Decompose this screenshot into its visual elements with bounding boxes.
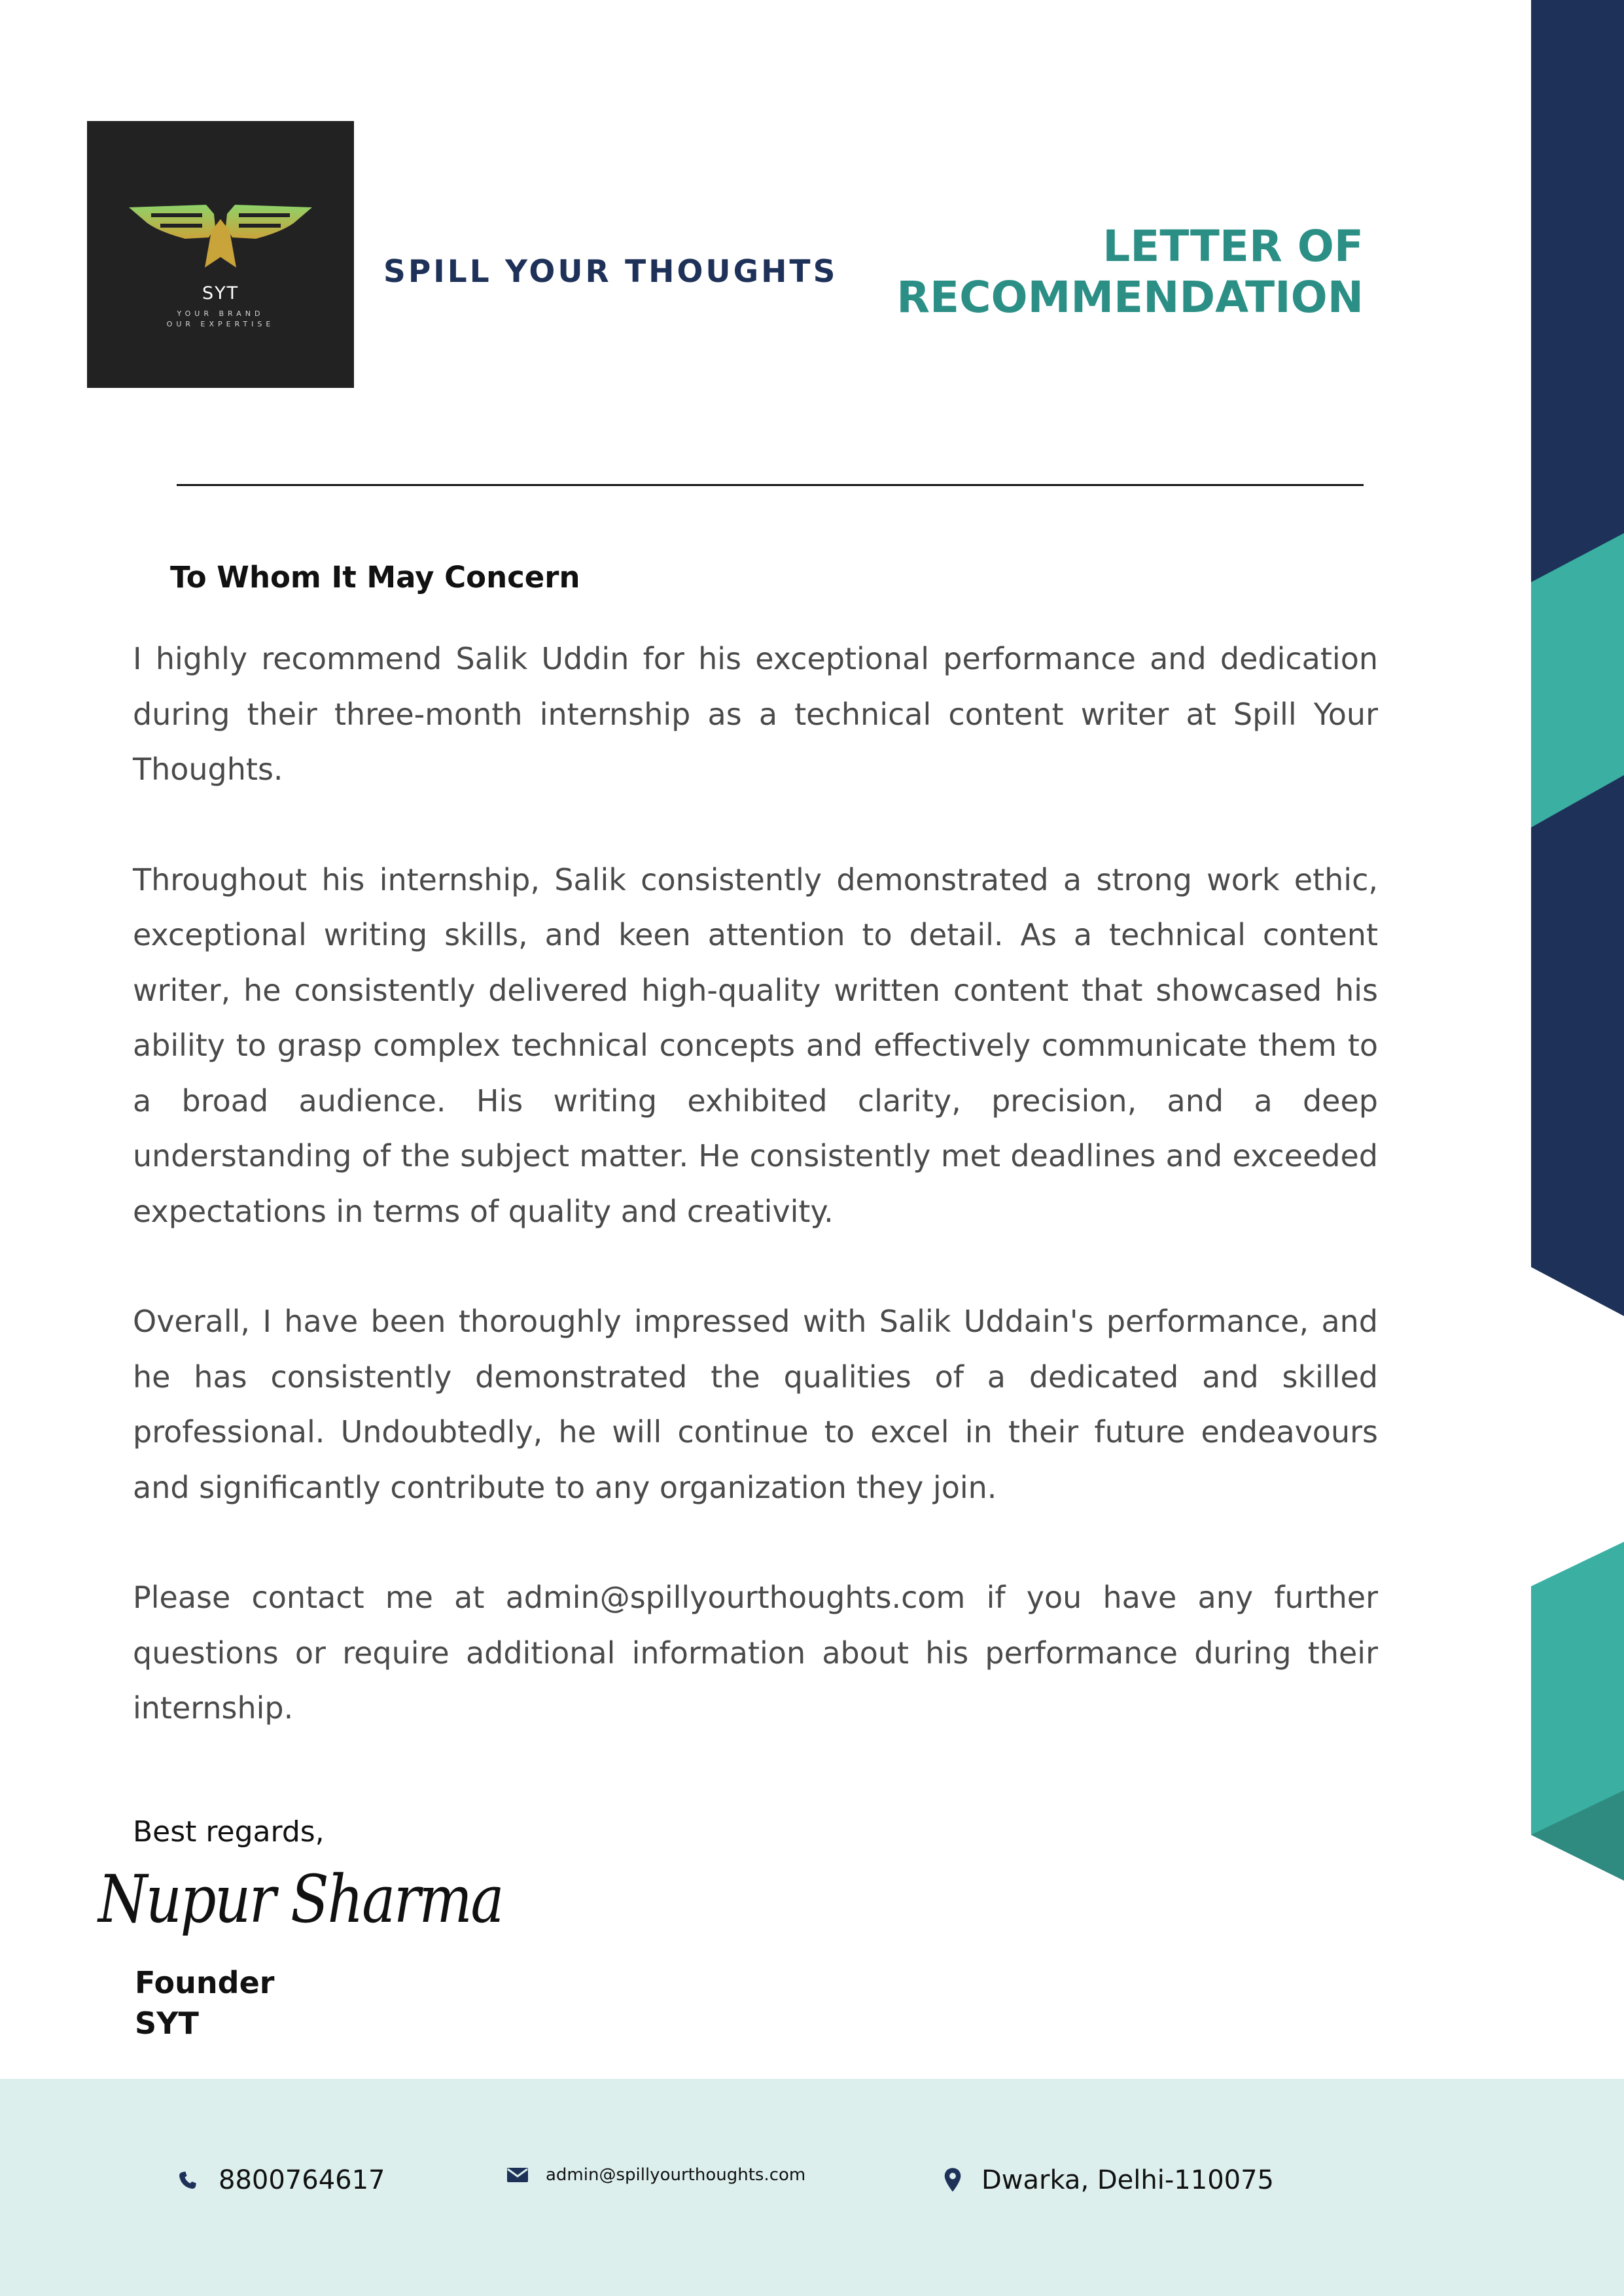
title-line: RECOMMENDATION <box>896 271 1364 322</box>
footer-address <box>944 2165 1274 2195</box>
teal-lower-shade <box>1531 1790 1624 1881</box>
mail-icon <box>506 2166 529 2183</box>
company-logo <box>87 121 354 388</box>
salutation: To Whom It May Concern <box>170 560 580 595</box>
body-paragraph: Throughout his internship, Salik consistently demonstrated a strong work ethic, exceptional writing skills, and keen attention to detail. As a technical content writer, he consistently delivered high-quality written content that showcased his ability to grasp complex technical concepts and effectively communicate them to a broad audience. His writing exhibited clarity, precision, and a deep understanding of the subject matter. He consistently met deadlines and exceeded expectations in terms of quality and creativity. <box>133 861 1378 1229</box>
signatory-role: Founder <box>135 1965 275 2000</box>
teal-lower-band <box>1531 1542 1624 1881</box>
body-paragraph: Overall, I have been thoroughly impressed with Salik Uddain's performance, and he has consistently demonstrated the qualities of a dedicated and skilled professional. Undoubtedly, he will continue to excel in their future endeavours and significantly contribute to any organization they join. <box>133 1304 1378 1505</box>
winged-emblem-icon <box>87 121 354 388</box>
address: Dwarka, Delhi-110075 <box>981 2165 1274 2195</box>
teal-upper-band <box>1531 533 1624 827</box>
phone-number: 8800764617 <box>219 2165 385 2195</box>
logo-code: SYT <box>202 283 239 304</box>
signatory-block <box>135 1962 274 2044</box>
logo-tagline: YOUR BRAND <box>177 309 264 318</box>
footer-email <box>506 2165 805 2185</box>
phone-icon <box>177 2167 199 2193</box>
signatory-company: SYT <box>135 2006 199 2041</box>
logo-tagline: OUR EXPERTISE <box>166 320 275 328</box>
location-pin-icon <box>944 2167 962 2193</box>
document-title <box>840 221 1364 323</box>
letter-body <box>133 631 1378 1791</box>
brand-name: SPILL YOUR THOUGHTS <box>383 254 838 290</box>
email-address: admin@spillyourthoughts.com <box>546 2165 806 2185</box>
body-paragraph: I highly recommend Salik Uddin for his exceptional performance and dedication during their three-month internship as a technical content writer at Spill Your Thoughts. <box>133 641 1378 787</box>
closing: Best regards, <box>133 1815 325 1849</box>
signature: Nupur Sharma <box>98 1861 503 1938</box>
title-line: LETTER OF <box>1103 221 1364 271</box>
contact-footer <box>0 2079 1624 2296</box>
footer-phone <box>177 2165 385 2195</box>
body-paragraph: Please contact me at admin@spillyourthoughts.com if you have any further questions or require additional information about his performance during their internship. <box>133 1580 1378 1726</box>
header-divider <box>177 484 1364 486</box>
navy-side-band <box>1531 0 1624 1316</box>
